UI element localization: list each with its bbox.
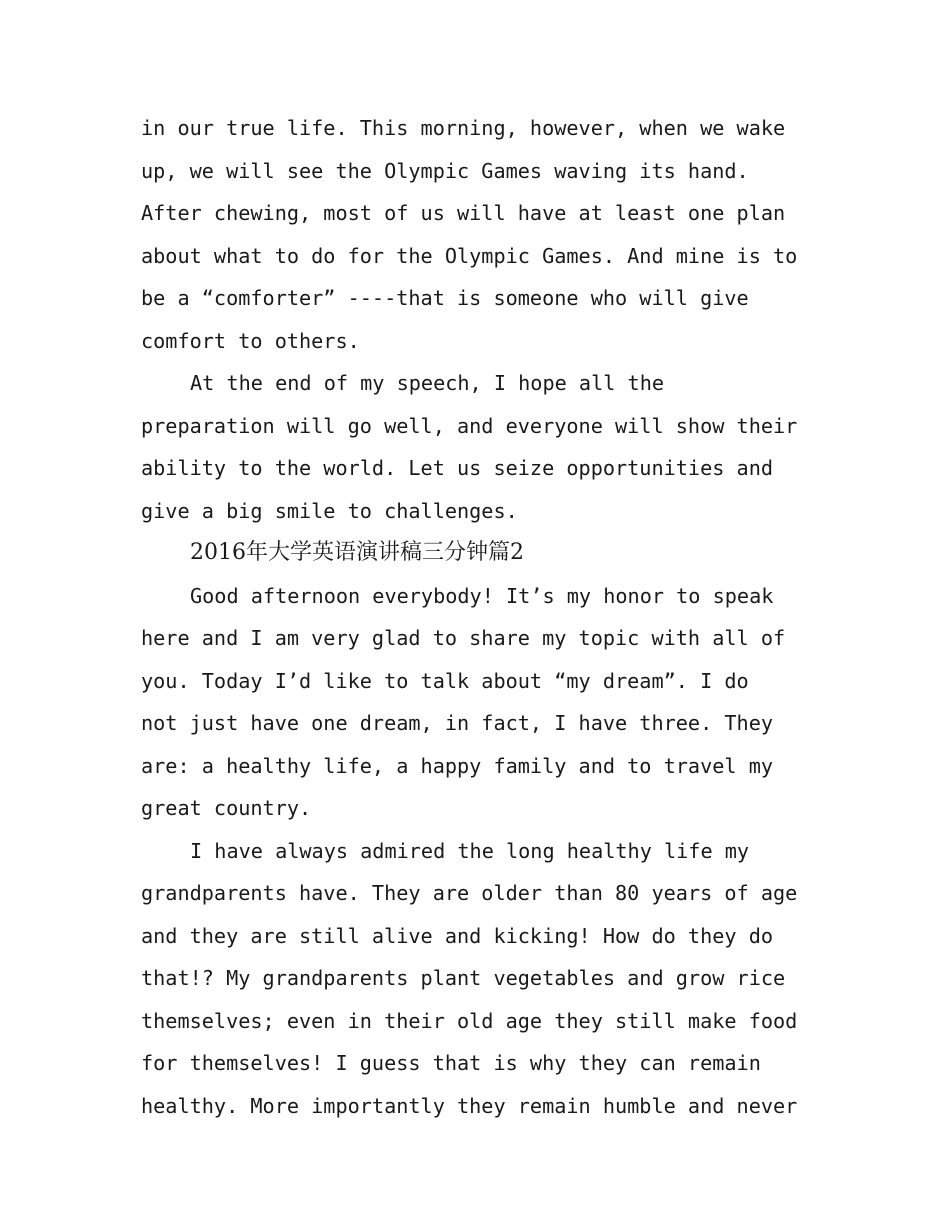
text-line: comfort to others. bbox=[141, 328, 360, 353]
text-line: great country. bbox=[141, 796, 312, 820]
text-line: themselves; even in their old age they still make food bbox=[141, 1008, 798, 1033]
paragraph-first-line: I have always admired the long healthy life my bbox=[190, 838, 750, 863]
text-line: you. Today I’d like to talk about “my dream”. I do bbox=[141, 668, 749, 693]
text-line: healthy. More importantly they remain humble and never bbox=[141, 1093, 798, 1118]
text-line: ability to the world. Let us seize opportunities and bbox=[141, 456, 774, 480]
text-line: After chewing, most of us will have at least one plan bbox=[141, 201, 786, 225]
text-line: give a big smile to challenges. bbox=[141, 498, 518, 523]
paragraph-first-line: Good afternoon everybody! It’s my honor to speak bbox=[190, 583, 774, 608]
text-line: are: a healthy life, a happy family and to travel my bbox=[141, 753, 774, 778]
text-line: grandparents have. They are older than 80 years of age bbox=[141, 881, 798, 905]
text-line: not just have one dream, in fact, I have three. They bbox=[141, 711, 774, 735]
text-line: about what to do for the Olympic Games. And mine is to bbox=[141, 243, 798, 268]
text-line: preparation will go well, and everyone will show their bbox=[141, 413, 798, 438]
paragraph-first-line: At the end of my speech, I hope all the bbox=[190, 371, 665, 395]
section-heading: 2016年大学英语演讲稿三分钟篇2 bbox=[190, 540, 524, 565]
document-body bbox=[141, 107, 813, 1127]
text-line: that!? My grandparents plant vegetables and grow rice bbox=[141, 966, 786, 990]
text-line: and they are still alive and kicking! How do they do bbox=[141, 923, 774, 948]
text-line: be a “comforter” ----that is someone who will give bbox=[141, 286, 749, 310]
text-line: in our true life. This morning, however, when we wake bbox=[141, 116, 786, 140]
text-line: here and I am very glad to share my topic with all of bbox=[141, 626, 786, 650]
text-line: up, we will see the Olympic Games waving its hand. bbox=[141, 158, 749, 183]
text-line: for themselves! I guess that is why they can remain bbox=[141, 1051, 761, 1075]
